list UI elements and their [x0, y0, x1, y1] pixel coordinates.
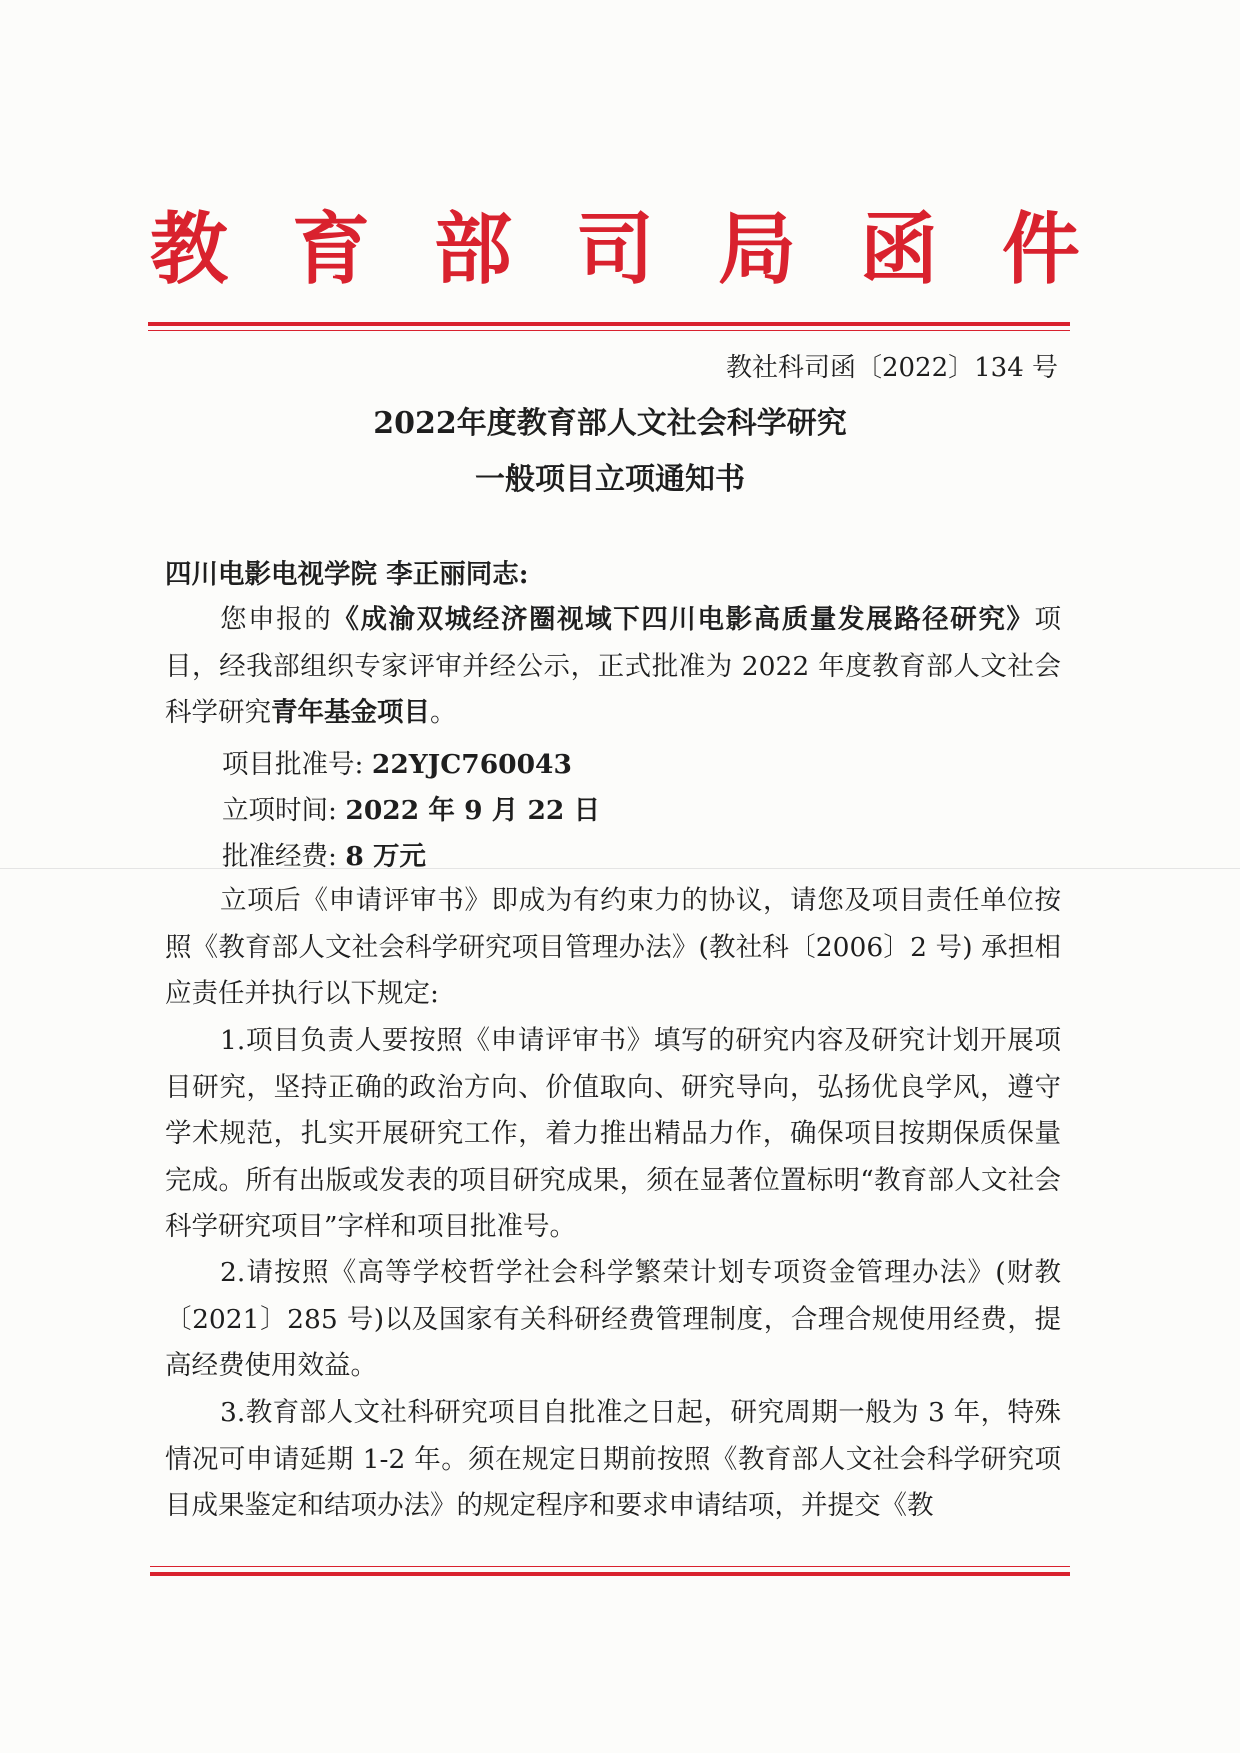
- project-name: 《成渝双城经济圈视域下四川电影高质量发展路径研究》: [332, 604, 1035, 635]
- approval-number-row: [222, 742, 572, 788]
- approval-date-row: [222, 788, 600, 834]
- masthead-title: [150, 205, 1080, 295]
- masthead-char: 司: [575, 204, 654, 295]
- approval-date-value: 2022 年 9 月 22 日: [345, 795, 601, 826]
- paper-fold-line: [0, 868, 1240, 869]
- intro-paragraph: [165, 597, 1061, 737]
- masthead-red-rule-thin: [148, 330, 1070, 331]
- obligations-paragraph: 立项后《申请评审书》即成为有约束力的协议，请您及项目责任单位按照《教育部人文社会科学研究项目管理办法》(教社科〔2006〕2 号) 承担相应责任并执行以下规定:: [165, 885, 1061, 1009]
- footer-red-rule-thick: [150, 1572, 1070, 1576]
- approval-date-label: 立项时间:: [222, 795, 337, 826]
- funding-value: 8 万元: [345, 841, 427, 872]
- funding-row: [222, 834, 426, 880]
- approval-number-value: 22YJC760043: [371, 749, 572, 780]
- approval-number-label: 项目批准号:: [222, 749, 364, 780]
- intro-end: 。: [430, 697, 457, 728]
- masthead-char: 件: [1001, 204, 1080, 295]
- salutation: 四川电影电视学院 李正丽同志:: [165, 559, 529, 590]
- funding-label: 批准经费:: [222, 841, 337, 872]
- masthead-char: 函: [859, 204, 938, 295]
- masthead-char: 部: [433, 204, 512, 295]
- masthead-red-rule-thick: [148, 322, 1070, 326]
- rule-1-paragraph: 1.项目负责人要按照《申请评审书》填写的研究内容及研究计划开展项目研究，坚持正确的政治方向、价值取向、研究导向，弘扬优良学风，遵守学术规范，扎实开展研究工作，着力推出精品力作，确保项目按期保质保量完成。所有出版或发表的项目研究成果，须在显著位置标明“教育部人文社会科学研究项目”字样和项目批准号。: [165, 1025, 1061, 1242]
- rule-3-paragraph: 3.教育部人文社科研究项目自批准之日起，研究周期一般为 3 年，特殊情况可申请延期 1-2 年。须在规定日期前按照《教育部人文社会科学研究项目成果鉴定和结项办法》的规定程序和要求申请结项，并提交《教: [165, 1397, 1061, 1521]
- masthead-char: 教: [150, 204, 229, 295]
- document-number: 教社科司函〔2022〕134 号: [725, 353, 1058, 383]
- rule-2-paragraph: 2.请按照《高等学校哲学社会科学繁荣计划专项资金管理办法》(财教〔2021〕285 号)以及国家有关科研经费管理制度，合理合规使用经费，提高经费使用效益。: [165, 1257, 1061, 1381]
- notice-title-line-1: 2022年度教育部人文社会科学研究: [373, 406, 847, 441]
- footer-red-rule-thin: [150, 1566, 1070, 1567]
- intro-body: 项目，经我部组织专家评审并经公示，正式批准为 2022 年度教育部人文社会科学研究: [165, 604, 1062, 728]
- masthead-char: 育: [291, 204, 370, 295]
- notice-title-line-2: 一般项目立项通知书: [475, 462, 745, 497]
- fund-type: 青年基金项目: [271, 697, 430, 728]
- intro-prefix: 您申报的: [220, 604, 333, 635]
- masthead-char: 局: [717, 204, 796, 295]
